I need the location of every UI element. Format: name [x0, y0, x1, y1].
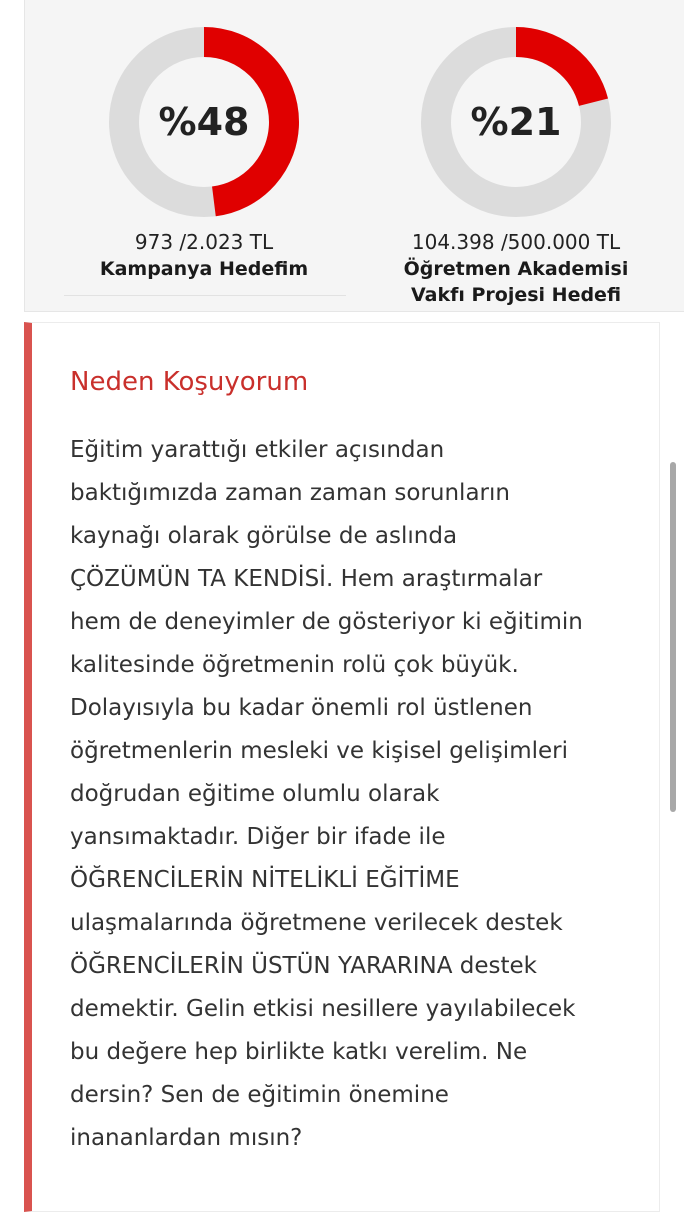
project-goal-title-line2: Vakfı Projesi Hedefi: [410, 284, 622, 306]
story-line: hem de deneyimler de gösteriyor ki eğitimin: [70, 609, 583, 635]
campaign-goal-title: Kampanya Hedefim: [99, 258, 309, 280]
campaign-goal-amount: 973 /2.023 TL: [134, 230, 274, 254]
story-line: Dolayısıyla bu kadar önemli rol üstlenen: [70, 695, 533, 721]
story-title: Neden Koşuyorum: [70, 367, 309, 397]
story-line: ÖĞRENCİLERİN NİTELİKLİ EĞİTİME: [70, 867, 460, 893]
campaign-goal-gauge: [104, 22, 304, 222]
story-line: dersin? Sen de eğitimin önemine: [70, 1082, 449, 1108]
story-line: doğrudan eğitime olumlu olarak: [70, 781, 440, 807]
story-line: kaynağı olarak görülse de aslında: [70, 523, 458, 549]
story-line: bu değere hep birlikte katkı verelim. Ne: [70, 1039, 528, 1065]
campaign-goal-divider: [64, 295, 346, 296]
project-goal-gauge: [416, 22, 616, 222]
campaign-goal-percent: %48: [158, 100, 250, 144]
story-line: inananlardan mısın?: [70, 1125, 303, 1151]
why-i-run-card: [24, 322, 660, 1212]
story-line: yansımaktadır. Diğer bir ifade ile: [70, 824, 446, 850]
project-goal-amount: 104.398 /500.000 TL: [411, 230, 621, 254]
story-line: demektir. Gelin etkisi nesillere yayılabilecek: [70, 996, 576, 1022]
story-line: öğretmenlerin mesleki ve kişisel gelişimleri: [70, 738, 568, 764]
story-line: ÇÖZÜMÜN TA KENDİSİ. Hem araştırmalar: [70, 566, 543, 592]
story-line: ÖĞRENCİLERİN ÜSTÜN YARARINA destek: [70, 953, 537, 979]
story-line: kalitesinde öğretmenin rolü çok büyük.: [70, 652, 519, 678]
story-line: Eğitim yarattığı etkiler açısından: [70, 437, 445, 463]
story-text: [70, 429, 650, 1160]
page-scrollbar[interactable]: [670, 462, 676, 812]
project-goal-percent: %21: [470, 100, 562, 144]
story-line: ulaşmalarında öğretmene verilecek destek: [70, 910, 563, 936]
story-line: baktığımızda zaman zaman sorunların: [70, 480, 510, 506]
project-goal-title-line1: Öğretmen Akademisi: [403, 258, 629, 280]
